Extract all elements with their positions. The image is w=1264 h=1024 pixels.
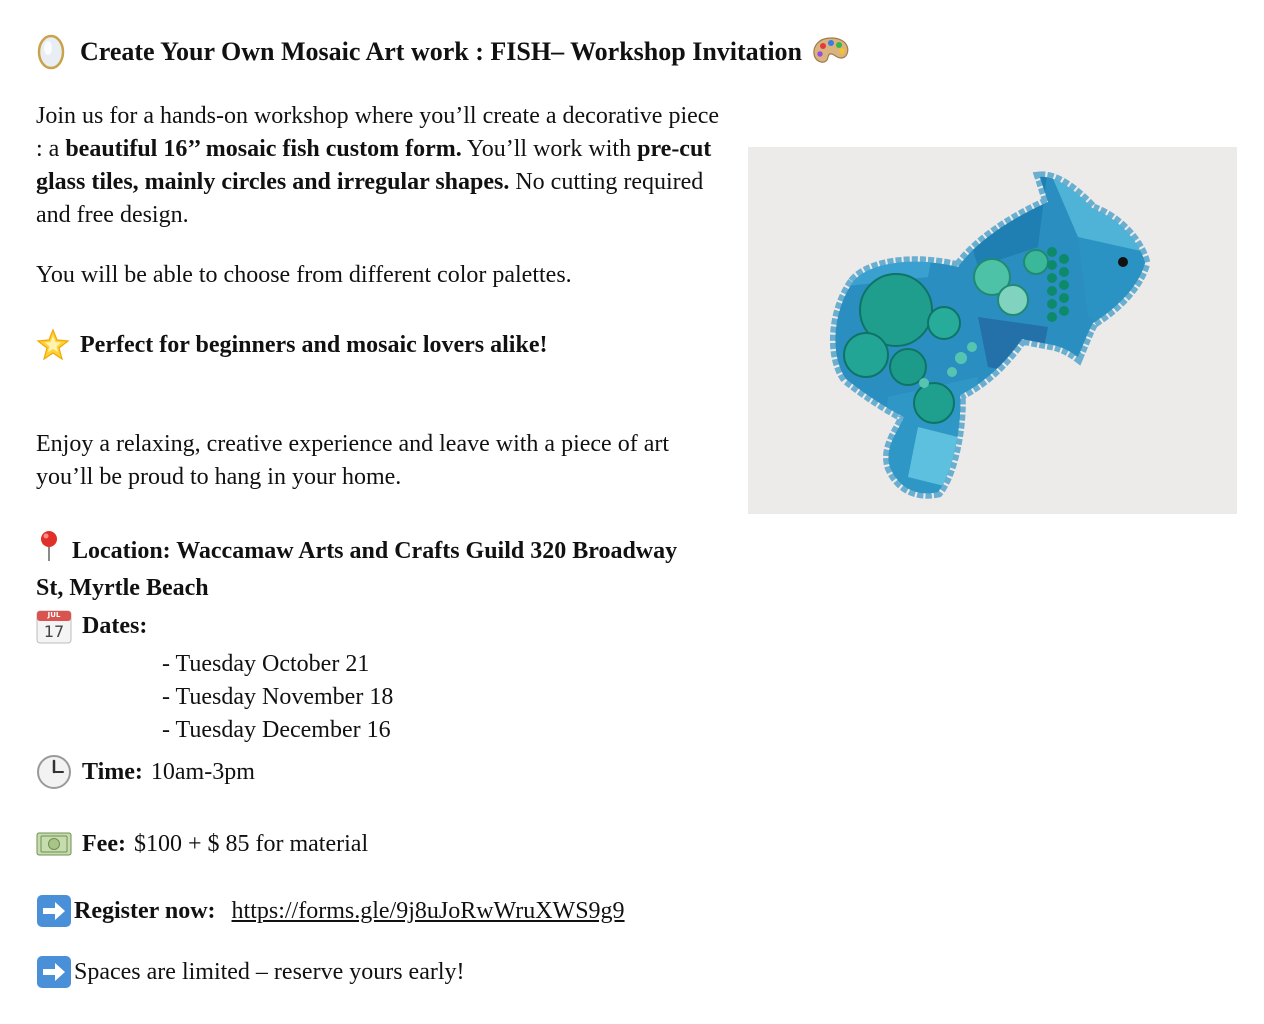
- dates-label: Dates:: [82, 612, 148, 639]
- pin-icon: [36, 530, 62, 562]
- intro-text-1: Join us for a hands-on workshop where you’ll create a decorative piece : a: [36, 103, 720, 162]
- perfect-line: [36, 328, 547, 362]
- calendar-month: JUL: [47, 611, 61, 619]
- intro-text-2: You’ll work with: [461, 136, 638, 162]
- intro-paragraph: [36, 100, 726, 232]
- fee-label: Fee:: [82, 830, 126, 857]
- time-label: Time:: [82, 758, 143, 785]
- time-row: [36, 754, 255, 790]
- right-arrow-icon: [36, 894, 72, 928]
- register-label: Register now:: [74, 897, 216, 924]
- calendar-icon: [36, 608, 72, 644]
- date-item: - Tuesday November 18: [162, 684, 394, 710]
- fee-value: $100 + $ 85 for material: [133, 830, 369, 857]
- glowing-star-icon: [36, 328, 70, 362]
- clock-icon: [36, 754, 72, 790]
- dates-row: [36, 608, 147, 644]
- enjoy-text: Enjoy a relaxing, creative experience and leave with a piece of art you’ll be proud to hang in your home.: [36, 431, 669, 490]
- location-block: [36, 530, 696, 607]
- fee-row: [36, 830, 368, 858]
- palettes-text: You will be able to choose from different color palettes.: [36, 262, 572, 288]
- title-text: Create Your Own Mosaic Art work : FISH– Workshop Invitation: [80, 37, 803, 66]
- right-arrow-icon: [36, 955, 72, 989]
- calendar-day: 17: [43, 622, 65, 641]
- mirror-icon: [36, 33, 66, 71]
- intro-bold-1: beautiful 16’’ mosaic fish custom form.: [65, 136, 462, 162]
- mosaic-fish-photo: [748, 147, 1237, 514]
- spaces-row: [36, 955, 465, 989]
- location-text: Location: Waccamaw Arts and Crafts Guild 320 Broadway St, Myrtle Beach: [36, 538, 678, 601]
- register-row: [36, 894, 625, 928]
- perfect-text: Perfect for beginners and mosaic lovers alike!: [80, 331, 548, 358]
- palette-icon: [812, 36, 850, 68]
- spaces-text: Spaces are limited – reserve yours early!: [74, 958, 465, 985]
- intro-text-3: No cutting required and free design.: [36, 169, 704, 228]
- page-title: [36, 30, 850, 74]
- time-value: 10am-3pm: [150, 758, 255, 785]
- register-link[interactable]: https://forms.gle/9j8uJoRwWruXWS9g9: [231, 897, 625, 924]
- money-icon: [36, 830, 72, 858]
- date-item: - Tuesday October 21: [162, 651, 370, 677]
- date-list: [162, 648, 393, 747]
- date-item: - Tuesday December 16: [162, 717, 391, 743]
- intro-bold-2: pre-cut glass tiles, mainly circles and irregular shapes.: [36, 136, 712, 195]
